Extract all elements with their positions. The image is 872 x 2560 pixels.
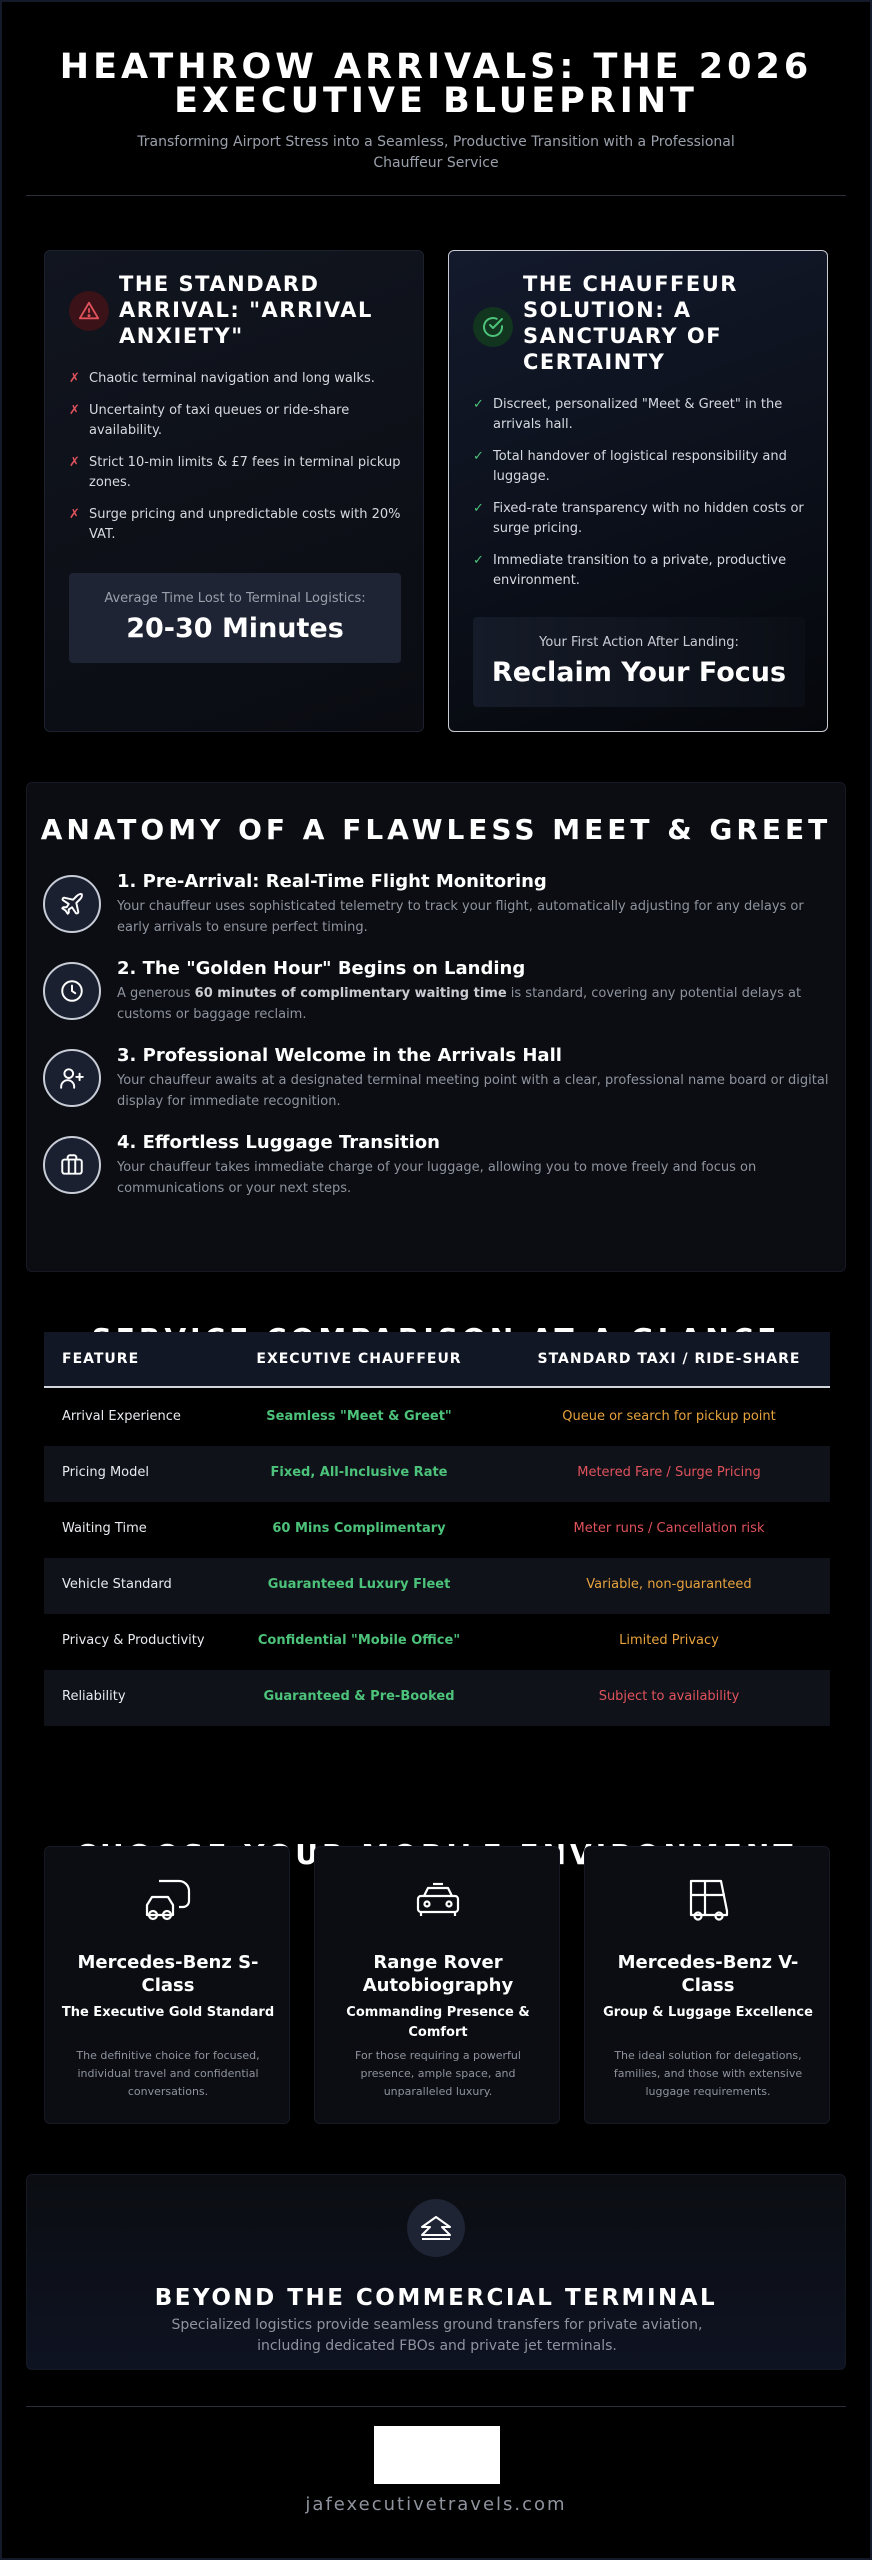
- vehicle-name: Mercedes-Benz S-Class: [77, 1952, 259, 1996]
- step-title: 3. Professional Welcome in the Arrivals Hall: [117, 1045, 562, 1066]
- list-item: ✗ Surge pricing and unpredictable costs with 20% VAT.: [69, 507, 401, 542]
- step-item: [43, 1045, 833, 1121]
- chauffeur-card-title: THE CHAUFFEUR SOLUTION: A SANCTUARY OF CERTAINTY: [523, 272, 738, 374]
- table-row: [44, 1446, 830, 1502]
- step-description: Your chauffeur uses sophisticated telemetry to track your flight, automatically adjusting for any delays or early arrivals to ensure perfect timing.: [117, 899, 804, 935]
- check-mark-icon: ✓: [473, 449, 484, 464]
- list-item: ✗ Uncertainty of taxi queues or ride-share availability.: [69, 403, 350, 438]
- column-header: FEATURE: [62, 1351, 140, 1367]
- list-item: ✗ Strict 10-min limits & £7 fees in terminal pickup zones.: [69, 455, 401, 490]
- list-item: ✓ Discreet, personalized "Meet & Greet" in the arrivals hall.: [473, 397, 783, 432]
- vehicle-tagline: The Executive Gold Standard: [61, 2005, 275, 2020]
- step-item: [43, 958, 833, 1034]
- table-row: [44, 1390, 830, 1446]
- taxi-cell: Metered Fare / Surge Pricing: [577, 1465, 761, 1480]
- x-mark-icon: ✗: [69, 371, 80, 386]
- standard-arrival-card: [44, 250, 424, 732]
- anatomy-section: [26, 782, 846, 1272]
- x-mark-icon: ✗: [69, 455, 80, 470]
- vehicle-description: The definitive choice for focused, individual travel and confidential conversations.: [76, 2049, 260, 2098]
- taxi-cell: Limited Privacy: [619, 1633, 719, 1648]
- first-action-stat: [473, 617, 805, 707]
- chauffeur-cell: Guaranteed & Pre-Booked: [263, 1689, 455, 1704]
- table-header: [44, 1332, 830, 1388]
- check-circle-icon: [473, 307, 513, 347]
- column-header: STANDARD TAXI / RIDE-SHARE: [537, 1351, 801, 1367]
- standard-card-title: THE STANDARD ARRIVAL: "ARRIVAL ANXIETY": [119, 272, 373, 348]
- table-row: [44, 1614, 830, 1670]
- step-title: 1. Pre-Arrival: Real-Time Flight Monitoring: [117, 871, 547, 892]
- step-item: [43, 1132, 833, 1208]
- step-description: Your chauffeur takes immediate charge of your luggage, allowing you to move freely and focus on communications or your next steps.: [117, 1160, 757, 1196]
- feature-cell: Vehicle Standard: [62, 1577, 172, 1592]
- briefcase-icon: [43, 1136, 101, 1194]
- footer-divider: [26, 2406, 846, 2407]
- check-mark-icon: ✓: [473, 501, 484, 516]
- vehicle-description: For those requiring a powerful presence, ample space, and unparalleled luxury.: [355, 2049, 521, 2098]
- vehicle-tagline: Group & Luggage Excellence: [603, 2005, 813, 2020]
- stat-value: Reclaim Your Focus: [491, 657, 787, 688]
- suv-car-icon: [408, 1875, 468, 1925]
- van-icon: [678, 1875, 738, 1925]
- taxi-cell: Meter runs / Cancellation risk: [573, 1521, 765, 1536]
- private-aviation-description: Specialized logistics provide seamless ground transfers for private aviation, including dedicated FBOs and private jet terminals.: [171, 2317, 703, 2354]
- page-title: HEATHROW ARRIVALS: THE 2026 EXECUTIVE BLUEPRINT: [59, 47, 813, 121]
- step-description: A generous 60 minutes of complimentary waiting time is standard, covering any potential delays at customs or baggage reclaim.: [117, 986, 802, 1022]
- chauffeur-cell: Fixed, All-Inclusive Rate: [270, 1465, 448, 1480]
- private-aviation-section: [26, 2174, 846, 2370]
- vehicle-description: The ideal solution for delegations, families, and those with extensive luggage requirements.: [613, 2049, 803, 2098]
- user-plus-icon: [43, 1049, 101, 1107]
- feature-cell: Waiting Time: [62, 1521, 147, 1536]
- company-logo: [374, 2426, 500, 2484]
- taxi-cell: Queue or search for pickup point: [562, 1409, 776, 1424]
- vehicle-card: [44, 1846, 290, 2124]
- column-header: EXECUTIVE CHAUFFEUR: [256, 1351, 462, 1367]
- vehicle-name: Mercedes-Benz V-Class: [617, 1952, 799, 1996]
- vehicle-card: [584, 1846, 830, 2124]
- anatomy-title: ANATOMY OF A FLAWLESS MEET & GREET: [40, 813, 832, 846]
- header-divider: [26, 195, 846, 196]
- stat-value: 20-30 Minutes: [126, 613, 344, 644]
- stat-label: Your First Action After Landing:: [539, 635, 739, 650]
- x-mark-icon: ✗: [69, 403, 80, 418]
- chauffeur-cell: Guaranteed Luxury Fleet: [267, 1577, 451, 1592]
- list-item: ✓ Fixed-rate transparency with no hidden costs or surge pricing.: [473, 501, 804, 536]
- step-title: 2. The "Golden Hour" Begins on Landing: [117, 958, 526, 979]
- page-subtitle: Transforming Airport Stress into a Seamless, Productive Transition with a Professional Chauffeur Service: [137, 134, 735, 171]
- airplane-icon: [43, 875, 101, 933]
- clock-icon: [43, 962, 101, 1020]
- standard-points-list: [69, 369, 409, 557]
- chauffeur-cell: 60 Mins Complimentary: [272, 1521, 446, 1536]
- step-description: Your chauffeur awaits at a designated terminal meeting point with a clear, professional name board or digital display for immediate recognition.: [117, 1073, 829, 1109]
- step-title: 4. Effortless Luggage Transition: [117, 1132, 440, 1153]
- feature-cell: Privacy & Productivity: [62, 1633, 205, 1648]
- private-jet-icon: [407, 2199, 465, 2257]
- feature-cell: Reliability: [62, 1689, 126, 1704]
- sedan-car-icon: [138, 1875, 198, 1925]
- vehicle-name: Range Rover Autobiography: [362, 1952, 514, 1996]
- table-row: [44, 1670, 830, 1726]
- taxi-cell: Variable, non-guaranteed: [586, 1577, 752, 1592]
- footer-website-link[interactable]: jafexecutivetravels.com: [305, 2494, 567, 2515]
- check-mark-icon: ✓: [473, 553, 484, 568]
- step-item: [43, 871, 833, 947]
- chauffeur-solution-card: [448, 250, 828, 732]
- list-item: ✓ Immediate transition to a private, productive environment.: [473, 553, 787, 588]
- list-item: ✓ Total handover of logistical responsibility and luggage.: [473, 449, 787, 484]
- vehicle-card: [314, 1846, 560, 2124]
- feature-cell: Pricing Model: [62, 1465, 149, 1480]
- list-item: ✗ Chaotic terminal navigation and long walks.: [69, 369, 409, 389]
- chauffeur-cell: Seamless "Meet & Greet": [266, 1409, 452, 1424]
- table-row: [44, 1502, 830, 1558]
- warning-triangle-icon: [69, 291, 109, 331]
- feature-cell: Arrival Experience: [62, 1409, 181, 1424]
- x-mark-icon: ✗: [69, 507, 80, 522]
- chauffeur-points-list: [473, 395, 813, 603]
- table-row: [44, 1558, 830, 1614]
- check-mark-icon: ✓: [473, 397, 484, 412]
- stat-label: Average Time Lost to Terminal Logistics:: [104, 591, 366, 606]
- vehicle-tagline: Commanding Presence & Comfort: [346, 2005, 530, 2040]
- chauffeur-cell: Confidential "Mobile Office": [257, 1633, 461, 1648]
- taxi-cell: Subject to availability: [598, 1689, 740, 1704]
- private-aviation-title: BEYOND THE COMMERCIAL TERMINAL: [154, 2285, 718, 2311]
- vehicles-title: YOUR: [244, 1838, 348, 1871]
- time-lost-stat: [69, 573, 401, 663]
